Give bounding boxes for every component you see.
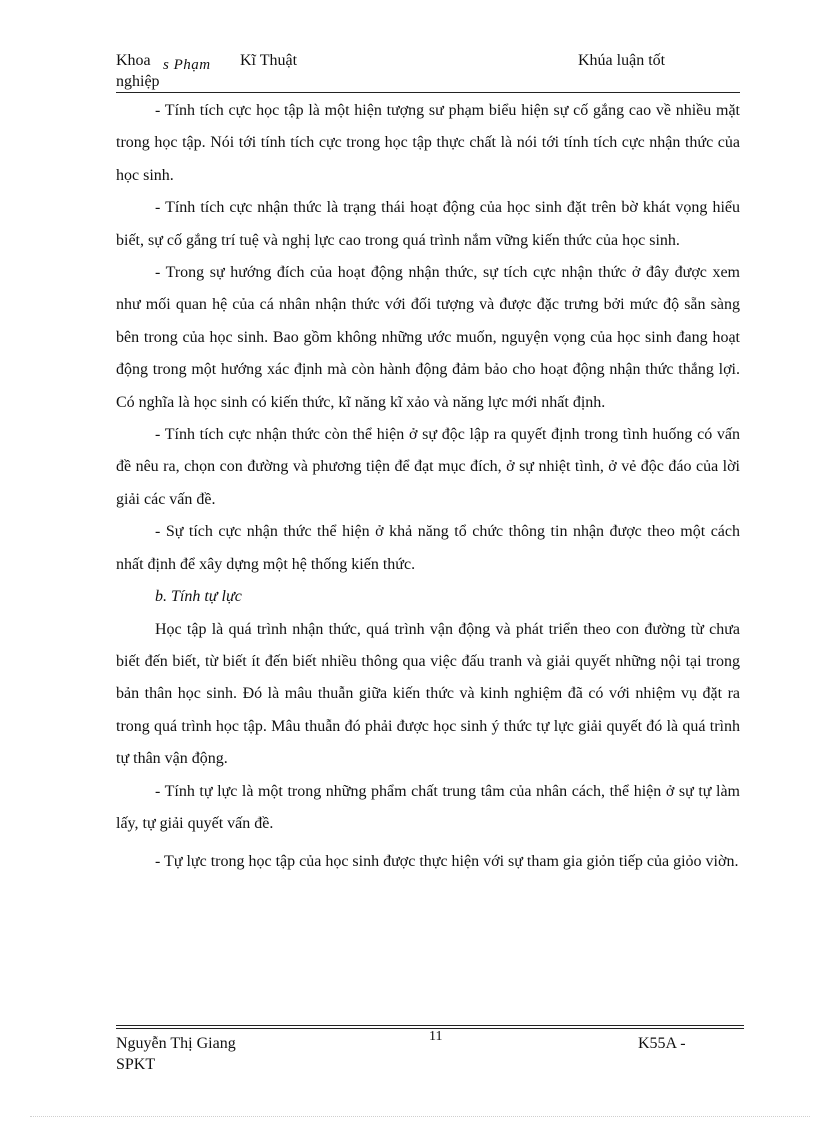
paragraph-2: - Tính tích cực nhận thức là trạng thái hoạt động của học sinh đặt trên bờ khát vọng hiểu biết, sự cố gắng trí tuệ và nghị lực cao trong quá trình nắm vững kiến thức của học sinh. — [116, 199, 740, 249]
subheading-tinh-tu-luc: b. Tính tự lực — [155, 588, 242, 606]
paragraph-7: - Tính tự lực là một trong những phẩm chất trung tâm của nhân cách, thể hiện ở sự tự làm lấy, tự giải quyết vấn đề. — [116, 782, 740, 832]
paragraph-4: - Tính tích cực nhận thức còn thể hiện ở sự độc lập ra quyết định trong tình huống có vấn đề nêu ra, chọn con đường và phương tiện để đạt mục đích, ở sự nhiệt tình, ở vẻ độc đáo của lời giải các vấn đề. — [116, 426, 740, 508]
header-ki-thuat: Kĩ Thuật — [240, 52, 298, 69]
paragraph-5: - Sự tích cực nhận thức thể hiện ở khả năng tổ chức thông tin nhận được theo một cách nhất định để xây dựng một hệ thống kiến thức. — [116, 523, 740, 573]
footer-rule-thin — [116, 1025, 744, 1026]
paragraph-8: - Tự lực trong học tập của học sinh được thực hiện với sự tham gia giỏn tiếp của giỏo viờn. — [155, 853, 739, 871]
paragraph-3: - Trong sự hướng đích của hoạt động nhận thức, sự tích cực nhận thức ở đây được xem như mối quan hệ của cá nhân nhận thức với đối tượng và được đặc trưng bởi mức độ sẵn sàng bên trong của học sinh. Bao gồm không những ước muốn, nguyện vọng của học sinh đang hoạt động trong một hướng xác định mà còn hành động đảm bảo cho hoạt động nhận thức thắng lợi. Có nghĩa là học sinh có kiến thức, kĩ năng kĩ xảo và năng lực mới nhất định. — [116, 264, 740, 411]
page-number: 11 — [429, 1029, 443, 1044]
paragraph-6: Học tập là quá trình nhận thức, quá trình vận động và phát triển theo con đường từ chưa biết đến biết, từ biết ít đến biết nhiều thông qua việc đấu tranh và giải quyết những nội tại trong bản thân học sinh. Đó là mâu thuẫn giữa kiến thức và kinh nghiệm đã có với nhiệm vụ đặt ra trong quá trình học tập. Mâu thuẫn đó phải được học sinh ý thức tự lực giải quyết đó là quá trình tự thân vận động. — [116, 620, 740, 768]
paragraph-1: - Tính tích cực học tập là một hiện tượng sư phạm biểu hiện sự cố gắng cao về nhiều mặt trong học tập. Nói tới tính tích cực trong học tập thực chất là nói tới tính tích cực nhận thức của học sinh. — [116, 102, 740, 184]
page-header — [116, 50, 740, 94]
footer-author: Nguyễn Thị Giang — [116, 1035, 236, 1052]
footer-department: SPKT — [116, 1056, 156, 1073]
page-body — [116, 95, 740, 879]
header-su-pham: s Phạm — [163, 57, 211, 73]
page-footer — [116, 1029, 740, 1083]
header-khoa: Khoa — [116, 52, 151, 69]
footer-class: K55A - — [638, 1035, 686, 1052]
page-edge-dotted-line — [30, 1116, 810, 1117]
header-thesis-label: Khúa luận tốt — [578, 52, 666, 69]
header-rule — [116, 92, 740, 93]
header-nghiep: nghiệp — [116, 73, 160, 90]
